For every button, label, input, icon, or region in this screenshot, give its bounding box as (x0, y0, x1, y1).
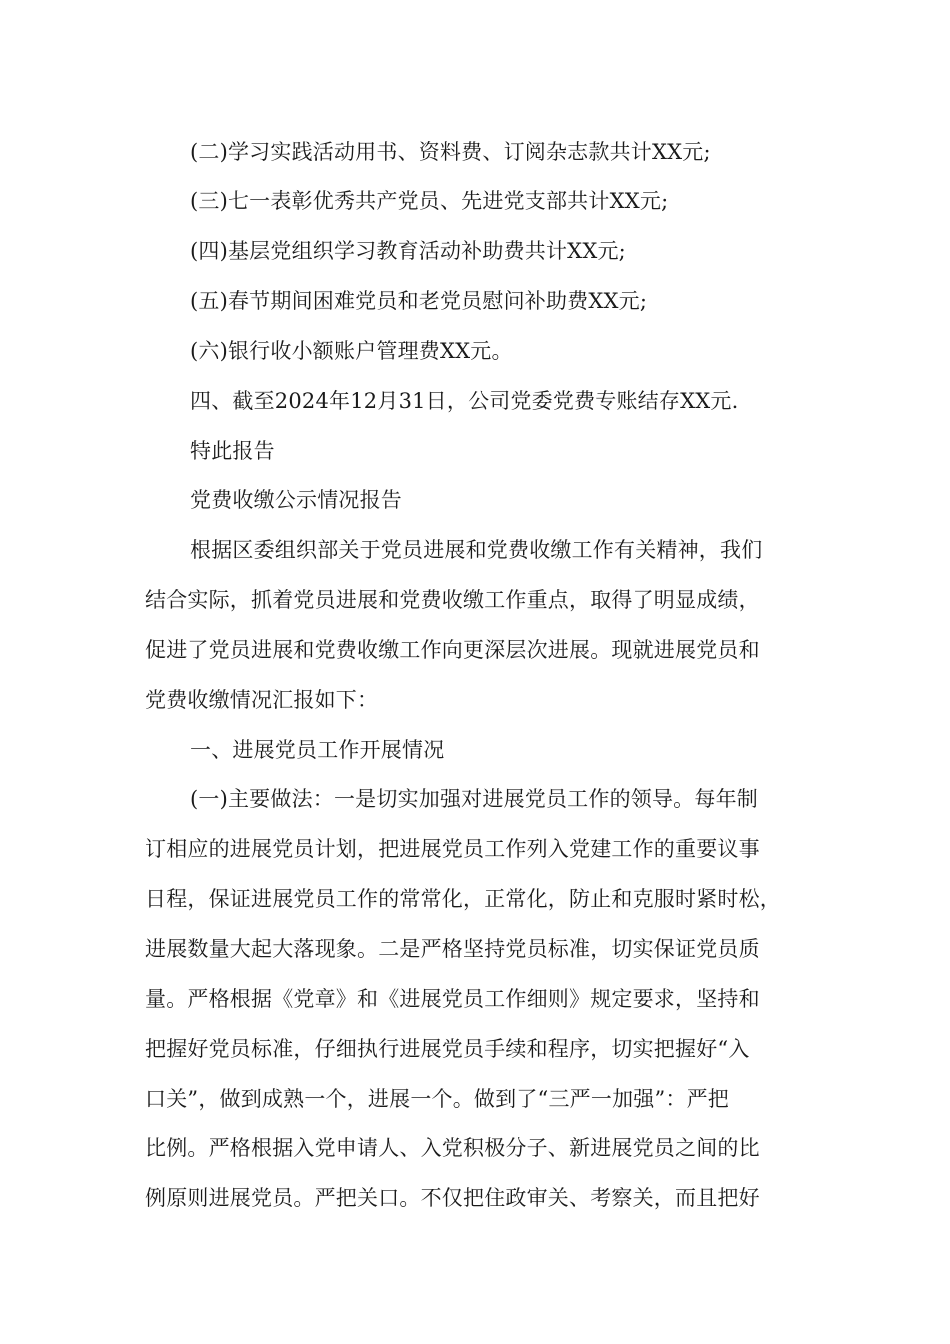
text-line: 党费收缴情况汇报如下： (145, 688, 379, 712)
text-line: 订相应的进展党员计划，把进展党员工作列入党建工作的重要议事 (145, 837, 760, 861)
report-title: 党费收缴公示情况报告 (190, 488, 402, 512)
text-line: (六)银行收小额账户管理费XX元。 (190, 339, 513, 363)
text-line: (四)基层党组织学习教育活动补助费共计XX元; (190, 239, 626, 263)
text-line: 结合实际，抓着党员进展和党费收缴工作重点，取得了明显成绩， (145, 588, 760, 612)
text-line: (五)春节期间困难党员和老党员慰问补助费XX元; (190, 289, 648, 313)
text-line: 四、截至2024年12月31日，公司党委党费专账结存XX元. (190, 389, 739, 413)
text-line: 把握好党员标准，仔细执行进展党员手续和程序，切实把握好“入 (145, 1037, 750, 1061)
closing-line: 特此报告 (190, 439, 275, 463)
text-line: 进展数量大起大落现象。二是严格坚持党员标准，切实保证党员质 (145, 937, 760, 961)
text-line: (三)七一表彰优秀共产党员、先进党支部共计XX元; (190, 189, 669, 213)
text-line: 口关”，做到成熟一个，进展一个。做到了“三严一加强”：严把 (145, 1087, 730, 1111)
text-line: 比例。严格根据入党申请人、入党积极分子、新进展党员之间的比 (145, 1136, 760, 1160)
section-heading: 一、进展党员工作开展情况 (190, 738, 445, 762)
text-line: (一)主要做法：一是切实加强对进展党员工作的领导。每年制 (190, 787, 758, 811)
text-line: (二)学习实践活动用书、资料费、订阅杂志款共计XX元; (190, 140, 711, 164)
text-line: 日程，保证进展党员工作的常常化，正常化，防止和克服时紧时松， (145, 887, 781, 911)
text-line: 例原则进展党员。严把关口。不仅把住政审关、考察关，而且把好 (145, 1186, 760, 1210)
text-line: 量。严格根据《党章》和《进展党员工作细则》规定要求，坚持和 (145, 987, 760, 1011)
text-line: 促进了党员进展和党费收缴工作向更深层次进展。现就进展党员和 (145, 638, 760, 662)
text-line: 根据区委组织部关于党员进展和党费收缴工作有关精神，我们 (190, 538, 763, 562)
